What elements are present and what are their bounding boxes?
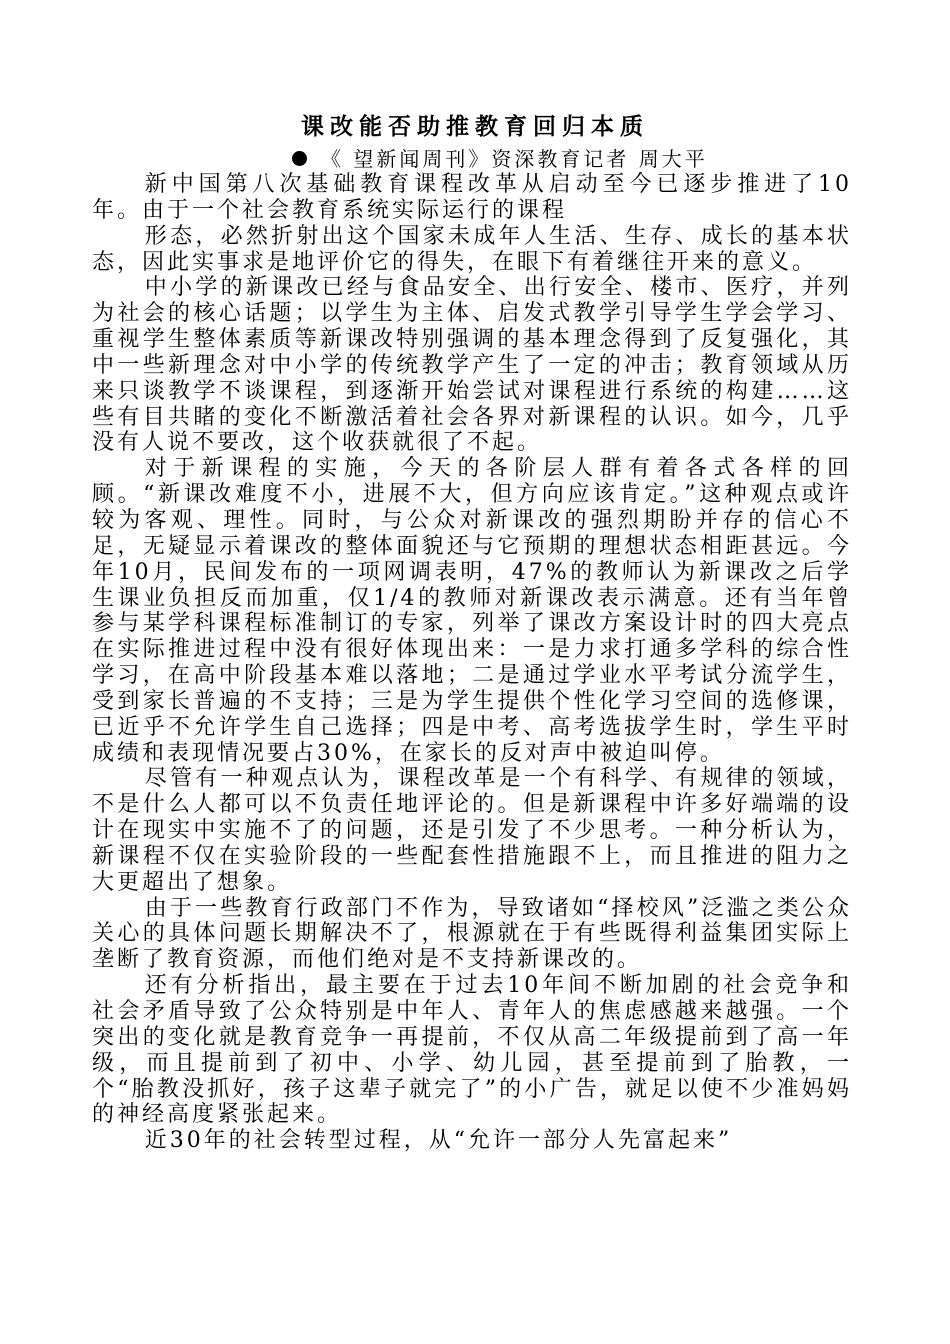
- paragraph: 由于一些教育行政部门不作为，导致诸如“择校风”泛滥之类公众关心的具体问题长期解决不了，根源就在于有些既得利益集团实际上垄断了教育资源，而他们绝对是不支持新课改的。: [92, 895, 852, 973]
- paragraph: 近30年的社会转型过程，从“允许一部分人先富起来”: [144, 1128, 733, 1154]
- byline-text: 《 望新闻周刊》资深教育记者 周大平: [321, 147, 708, 171]
- paragraph: 中小学的新课改已经与食品安全、出行安全、楼市、医疗，并列为社会的核心话题；以学生为主体、启发式教学引导学生学会学习、重视学生整体素质等新课改特别强调的基本理念得到了反复强化，其中一些新理念对中小学的传统教学产生了一定的冲击；教育领域从历来只谈教学不谈课程，到逐渐开始尝试对课程进行系统的构建……这些有目共睹的变化不断激活着社会各界对新课程的认识。如今，几乎没有人说不要改，这个收获就很了不起。: [92, 275, 852, 456]
- article-body: [92, 172, 852, 1154]
- paragraph: 尽管有一种观点认为，课程改革是一个有科学、有规律的领域，不是什么人都可以不负责任地评论的。但是新课程中许多好端端的设计在现实中实施不了的问题，还是引发了不少思考。一种分析认为，新课程不仅在实验阶段的一些配套性措施跟不上，而且推进的阻力之大更超出了想象。: [92, 766, 852, 895]
- paragraph: 新中国第八次基础教育课程改革从启动至今已逐步推进了10年。由于一个社会教育系统实际运行的课程: [92, 172, 852, 223]
- article-title: 课改能否助推教育回归本质: [301, 113, 649, 140]
- paragraph: 对于新课程的实施，今天的各阶层人群有着各式各样的回顾。“新课改难度不小，进展不大，但方向应该肯定。”这种观点或许较为客观、理性。同时，与公众对新课改的强烈期盼并存的信心不足，无疑显示着课改的整体面貌还与它预期的理想状态相距甚远。今年10月，民间发布的一项网调表明，47%的教师认为新课改之后学生课业负担反而加重，仅1/4的教师对新课改表示满意。还有当年曾参与某学科课程标准制订的专家，列举了课改方案设计时的四大亮点在实际推进过程中没有很好体现出来：一是力求打通多学科的综合性学习，在高中阶段基本难以落地；二是通过学业水平考试分流学生，受到家长普遍的不支持；三是为学生提供个性化学习空间的选修课，已近乎不允许学生自己选择；四是中考、高考选拔学生时，学生平时成绩和表现情况要占30%，在家长的反对声中被迫叫停。: [92, 456, 852, 766]
- byline: [292, 147, 852, 171]
- paragraph: 形态，必然折射出这个国家未成年人生活、生存、成长的基本状态，因此实事求是地评价它的得失，在眼下有着继往开来的意义。: [92, 223, 852, 275]
- paragraph: 还有分析指出，最主要在于过去10年间不断加剧的社会竞争和社会矛盾导致了公众特别是中年人、青年人的焦虑感越来越强。一个突出的变化就是教育竞争一再提前，不仅从高二年级提前到了高一年级，而且提前到了初中、小学、幼儿园，甚至提前到了胎教，一个“胎教没抓好，孩子这辈子就完了”的小广告，就足以使不少准妈妈的神经高度紧张起来。: [92, 973, 852, 1128]
- bullet-icon: [292, 151, 307, 166]
